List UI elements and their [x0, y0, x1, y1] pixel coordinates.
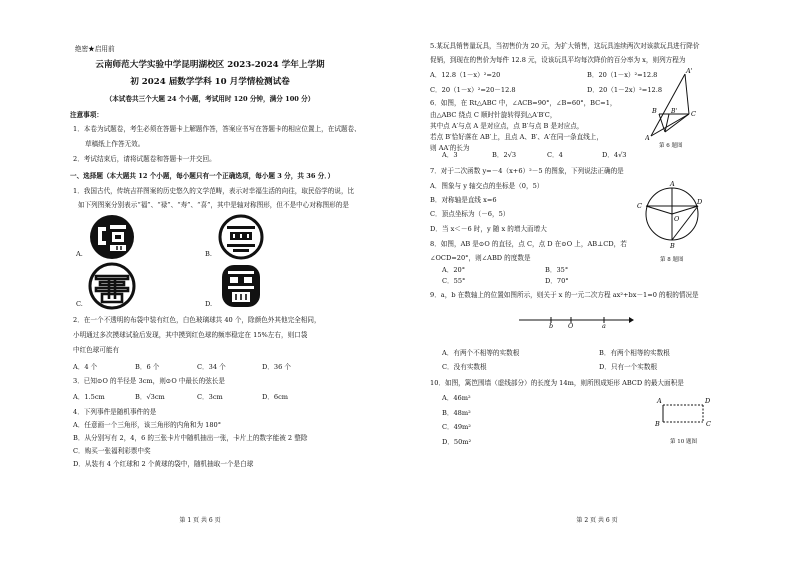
exam-title-line2: 初 2024 届数学学科 10 月学情检测试卷 — [130, 77, 290, 87]
question-text: 1．我国古代，传统吉祥图案的历史悠久的文学范畴，表示对幸福生活的向往，取民俗学的说，比 — [73, 187, 355, 195]
svg-text:A: A — [657, 397, 662, 405]
option-label: D．50m² — [442, 438, 472, 446]
option-label: A．12.8（1－x）²=20 — [430, 71, 501, 79]
fu-symbol-icon — [88, 213, 136, 261]
question-text: 其中点 A′与点 A 是对应点，点 B′与点 B 是对应点， — [430, 122, 584, 130]
option-label: B．20（1－x）²=12.8 — [587, 71, 658, 79]
option-label: C．34 个 — [197, 363, 226, 371]
svg-text:A: A — [670, 180, 675, 188]
svg-text:A': A' — [686, 67, 693, 75]
option-label: D．70° — [545, 277, 569, 285]
option-label: A．图象与 y 轴交点的坐标是（0，5） — [430, 182, 544, 190]
svg-text:B: B — [670, 242, 675, 250]
option-label: D．20（1－2x）²=12.8 — [587, 86, 663, 94]
option-label: C．3cm — [197, 393, 223, 401]
question-text: 3．已知⊙O 的半径是 3cm，则⊙O 中最长的弦长是 — [73, 377, 225, 385]
option-label: D．当 x＜－6 时，y 随 x 的增大而增大 — [430, 225, 547, 233]
option-label: A．46m² — [442, 394, 471, 402]
option-label: A．3 — [442, 151, 458, 159]
note-line: 2．考试结束后，请将试题卷和答题卡一并交回。 — [73, 155, 216, 163]
option-label: D．4√3 — [602, 151, 627, 159]
xi-symbol-icon — [218, 262, 264, 310]
page-footer: 第 2 页 共 6 页 — [576, 517, 618, 524]
question-text: 10．如图，篱笆围墙（虚线部分）的长度为 14m，则所围成矩形 ABCD 的最大面积是 — [430, 379, 684, 387]
question-text: 由△ABC 绕点 C 顺时针旋转得到△A′B′C， — [430, 111, 557, 119]
question-text: 7．对于二次函数 y=－4（x+6）²－5 的图象，下列说法正确的是 — [430, 167, 624, 175]
option-label: A．任意画一个三角形，该三角形的内角和为 180° — [73, 421, 222, 429]
figure-6-triangle — [645, 66, 705, 142]
figure-caption: 第 6 题图 — [659, 143, 683, 149]
note-line: 草稿纸上作答无效。 — [85, 140, 145, 148]
question-text: 8．如图，AB 是⊙O 的直径，点 C，点 D 在⊙O 上，AB⊥CD，若 — [430, 240, 627, 248]
option-label: B．48m² — [442, 409, 471, 417]
page-footer: 第 1 页 共 6 页 — [179, 517, 221, 524]
svg-text:D: D — [705, 397, 711, 405]
secret-label: 绝密★启用前 — [75, 45, 115, 53]
option-label: B．有两个相等的实数根 — [599, 349, 670, 357]
option-label: B. — [205, 250, 212, 258]
svg-text:B': B' — [671, 108, 678, 115]
option-label: C．4 — [547, 151, 563, 159]
option-label: B．35° — [545, 266, 569, 274]
number-line-label: b — [549, 322, 554, 330]
svg-text:O: O — [674, 215, 680, 223]
svg-text:C: C — [691, 110, 696, 118]
option-label: A. — [76, 250, 83, 258]
question-text: 2．在一个不透明的布袋中装有红色，白色玻璃球共 40 个，除颜色外其他完全相同， — [73, 316, 321, 324]
option-label: C．购买一张福利彩票中奖 — [73, 447, 151, 455]
svg-text:B: B — [655, 420, 660, 428]
svg-text:C: C — [637, 202, 642, 210]
option-label: C．没有实数根 — [442, 363, 487, 371]
question-text: 如下列图案分别表示“福”、“禄”、“寿”、“喜”，其中是轴对称图形，但不是中心对称图形的是 — [78, 201, 349, 209]
svg-text:B: B — [652, 107, 657, 115]
number-line — [515, 312, 635, 332]
right-page — [397, 0, 794, 561]
exam-subtitle: （本试卷共三个大题 24 个小题，考试用时 120 分钟，满分 100 分） — [105, 95, 315, 103]
option-label: A．1.5cm — [73, 393, 105, 401]
number-line-label: a — [602, 322, 606, 330]
question-text: 9．a，b 在数轴上的位置如图所示，则关于 x 的一元二次方程 ax²+bx－1=0 的根的情况是 — [430, 291, 699, 299]
question-text: 则 AA′的长为 — [430, 144, 470, 152]
option-label: C．55° — [442, 277, 466, 285]
section-heading: 一、选择题（本大题共 12 个小题，每小题只有一个正确选项，每小题 3 分，共 36 分．） — [70, 172, 335, 180]
question-text: 促销，到现在的售价为每件 12.8 元，设该玩具平均每次降价的百分率为 x，则列方程为 — [430, 56, 686, 64]
option-label: A．20° — [442, 266, 466, 274]
notes-title: 注意事项： — [70, 111, 103, 119]
option-label: B．对称轴是直线 x=6 — [430, 196, 497, 204]
option-label: A．4 个 — [73, 363, 98, 371]
question-text: 小明通过多次摸球试验后发现，其中摸到红色球的频率稳定在 15%左右，则口袋 — [73, 331, 308, 339]
option-label: B．√3cm — [135, 393, 165, 401]
shou-symbol-icon — [88, 262, 136, 310]
option-label: B．6 个 — [135, 363, 160, 371]
question-text: ∠OCD=20°，则∠ABD 的度数是 — [430, 254, 531, 262]
figure-caption: 第 10 题图 — [670, 439, 697, 445]
question-text: 4．下列事件是随机事件的是 — [73, 408, 157, 416]
question-text: 6．如图，在 Rt△ABC 中，∠ACB=90°，∠B=60°，BC=1， — [430, 99, 617, 107]
svg-text:A: A — [645, 134, 650, 142]
option-label: D．6cm — [262, 393, 289, 401]
question-text: 5.某玩具销售量玩具，当初售价为 20 元，为扩大销售，这玩具连续两次对该款玩具进行降价 — [430, 42, 700, 50]
exam-title-line1: 云南师范大学实验中学昆明湖校区 2023-2024 学年上学期 — [95, 60, 325, 70]
figure-10-fence — [655, 395, 715, 435]
option-label: D．从装有 4 个红球和 2 个黄球的袋中，随机抽取一个是白球 — [73, 460, 254, 468]
number-line-label: O — [568, 322, 574, 330]
figure-caption: 第 8 题图 — [660, 257, 684, 263]
option-label: C．顶点坐标为（－6，5） — [430, 210, 510, 218]
option-label: C．49m² — [442, 423, 471, 431]
option-label: D．36 个 — [262, 363, 291, 371]
question-text: 若点 B′恰好落在 AB′上，且点 A、B′、A′在同一条直线上， — [430, 133, 603, 141]
option-label: D．只有一个实数根 — [599, 363, 658, 371]
lu-symbol-icon — [218, 214, 264, 260]
option-label: B．2√3 — [492, 151, 517, 159]
question-text: 中红色球可能有 — [73, 346, 120, 354]
option-label: D. — [205, 300, 213, 308]
figure-8-circle — [635, 176, 703, 256]
option-label: B．从分别写有 2，4，6 的三张卡片中随机抽出一张，卡片上的数字能被 2 整除 — [73, 434, 308, 442]
note-line: 1．本卷为试题卷，考生必须在答题卡上解题作答，答案应书写在答题卡的相应位置上，在试题卷、 — [73, 125, 361, 133]
option-label: C. — [76, 300, 83, 308]
svg-text:C: C — [706, 420, 711, 428]
option-label: A．有两个不相等的实数根 — [442, 349, 520, 357]
option-label: C．20（1－x）²=20－12.8 — [430, 86, 516, 94]
svg-text:D: D — [697, 198, 703, 206]
